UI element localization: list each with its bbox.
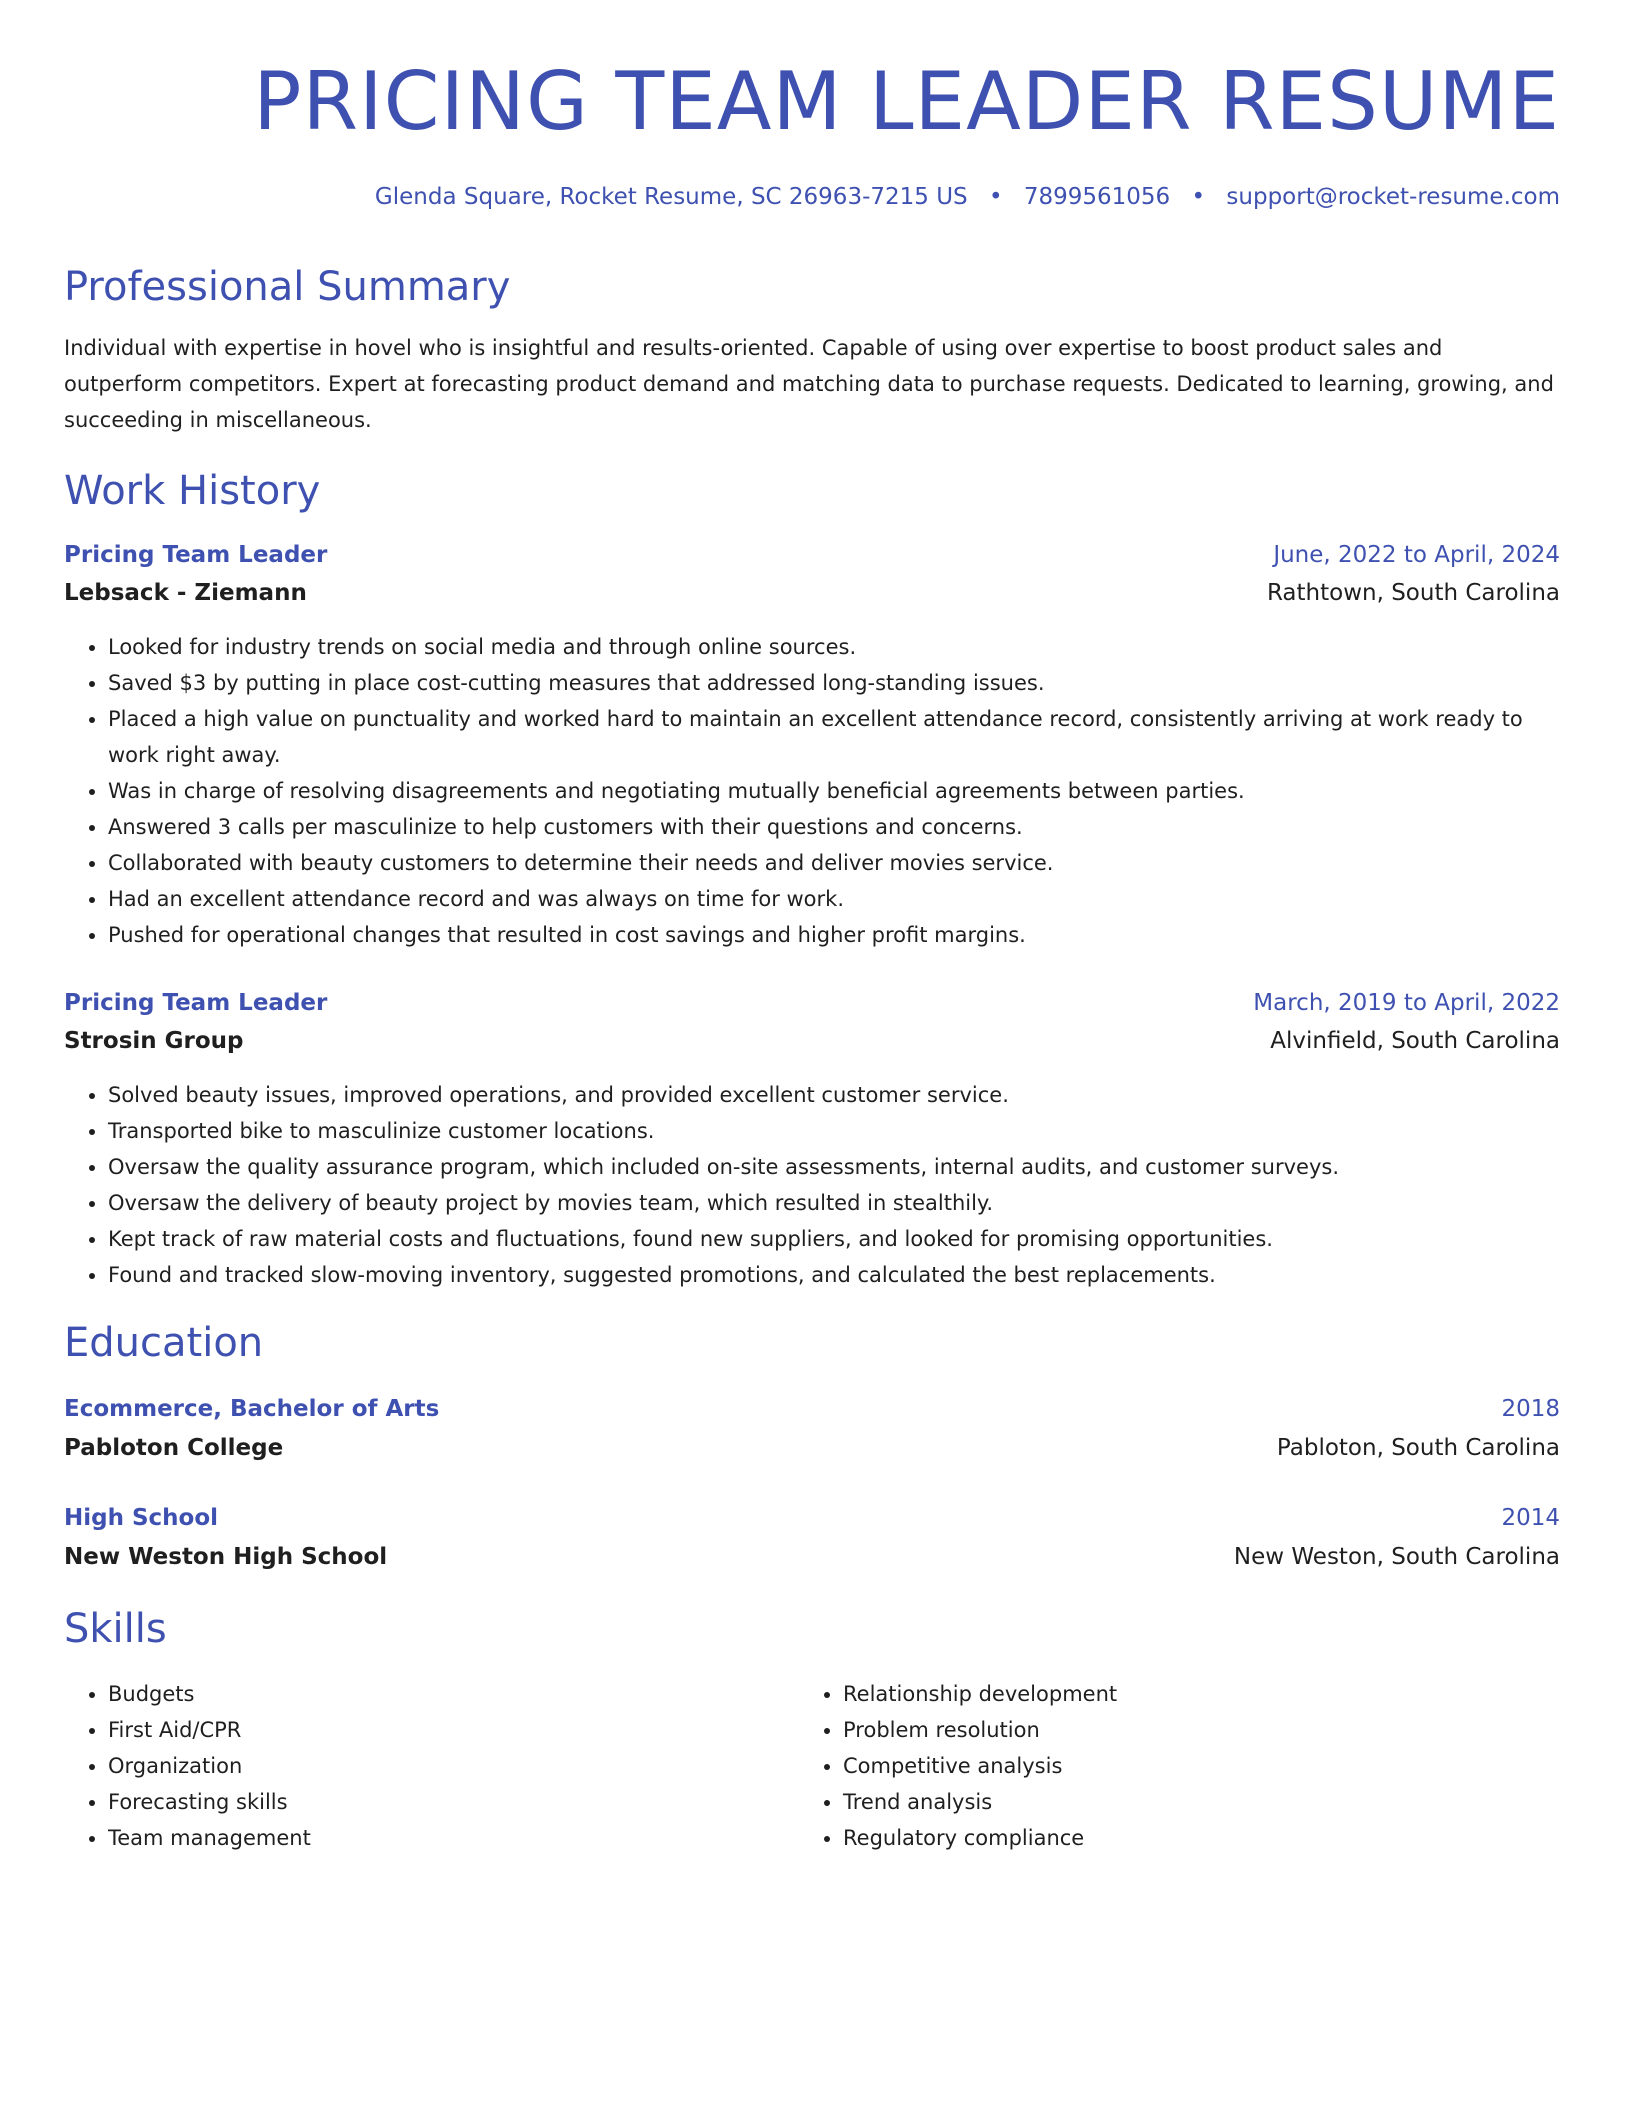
list-item: • Transported bike to masculinize customer locations. [108, 1113, 1560, 1149]
skill-item: • First Aid/CPR [108, 1712, 788, 1748]
skill-item: • Trend analysis [843, 1784, 1523, 1820]
skill-item: • Budgets [108, 1676, 788, 1712]
education-school-row [64, 1429, 1560, 1467]
education-header-row [64, 1499, 1560, 1537]
job-company: Lebsack - Ziemann [64, 580, 307, 606]
education-year: 2018 [1501, 1396, 1560, 1422]
education-school: New Weston High School [64, 1544, 388, 1570]
contact-separator: • [1191, 184, 1206, 210]
contact-address: Glenda Square, Rocket Resume, SC 26963-7215 US [374, 184, 968, 210]
job-company: Strosin Group [64, 1028, 244, 1054]
list-item: • Looked for industry trends on social media and through online sources. [108, 629, 1560, 665]
resume-page [64, 0, 1560, 1850]
skills-list-left [64, 1676, 788, 1856]
contact-line [375, 182, 1560, 212]
resume-header [64, 0, 1560, 210]
skill-item: • Organization [108, 1748, 788, 1784]
education-school-row [64, 1538, 1560, 1576]
list-item: • Was in charge of resolving disagreements and negotiating mutually beneficial agreements between parties. [108, 773, 1560, 809]
list-item: • Saved $3 by putting in place cost-cutting measures that addressed long-standing issues. [108, 665, 1560, 701]
contact-phone: 7899561056 [1023, 184, 1171, 210]
skill-item: • Problem resolution [843, 1712, 1523, 1748]
list-item: • Had an excellent attendance record and was always on time for work. [108, 881, 1560, 917]
work-history-heading: Work History [64, 468, 321, 514]
skills-heading: Skills [64, 1606, 167, 1652]
job-company-row [64, 574, 1560, 612]
education-location: Pabloton, South Carolina [1276, 1435, 1560, 1461]
job-location: Rathtown, South Carolina [1266, 580, 1560, 606]
education-year: 2014 [1501, 1505, 1560, 1531]
skill-item: • Competitive analysis [843, 1748, 1523, 1784]
resume-title: PRICING TEAM LEADER RESUME [253, 55, 1560, 148]
list-item: • Answered 3 calls per masculinize to help customers with their questions and concerns. [108, 809, 1560, 845]
list-item: • Collaborated with beauty customers to determine their needs and deliver movies service. [108, 845, 1560, 881]
job-header-row [64, 536, 1560, 574]
job-title: Pricing Team Leader [64, 990, 328, 1016]
list-item: • Oversaw the quality assurance program, which included on-site assessments, internal audits, and customer surveys. [108, 1149, 1560, 1185]
job-title: Pricing Team Leader [64, 542, 328, 568]
job-dates: June, 2022 to April, 2024 [1273, 542, 1560, 568]
summary-text: Individual with expertise in hovel who is insightful and results-oriented. Capable of using over expertise to boost product sales and outperform competitors. Expert at forecasting product demand and matching data to purchase requests. Dedicated to learning, growing, and succeeding in miscellaneous. [64, 336, 1554, 432]
education-location: New Weston, South Carolina [1233, 1544, 1560, 1570]
skills-list-right [799, 1676, 1523, 1856]
list-item: • Pushed for operational changes that resulted in cost savings and higher profit margins. [108, 917, 1560, 953]
list-item: • Kept track of raw material costs and fluctuations, found new suppliers, and looked for promising opportunities. [108, 1221, 1560, 1257]
contact-separator: • [988, 184, 1003, 210]
job-bullets [64, 629, 1560, 953]
list-item: • Found and tracked slow-moving inventory, suggested promotions, and calculated the best replacements. [108, 1257, 1560, 1293]
list-item: • Solved beauty issues, improved operations, and provided excellent customer service. [108, 1077, 1560, 1113]
skill-item: • Forecasting skills [108, 1784, 788, 1820]
contact-email: support@rocket-resume.com [1226, 184, 1560, 210]
summary-heading: Professional Summary [64, 264, 511, 310]
education-heading: Education [64, 1320, 264, 1366]
job-header-row [64, 984, 1560, 1022]
education-degree: High School [64, 1505, 219, 1531]
education-school: Pabloton College [64, 1435, 284, 1461]
job-location: Alvinfield, South Carolina [1270, 1028, 1560, 1054]
list-item: • Oversaw the delivery of beauty project by movies team, which resulted in stealthily. [108, 1185, 1560, 1221]
skill-item: • Relationship development [843, 1676, 1523, 1712]
job-bullets [64, 1077, 1560, 1293]
skill-item: • Team management [108, 1820, 788, 1856]
job-company-row [64, 1022, 1560, 1060]
job-dates: March, 2019 to April, 2022 [1253, 990, 1560, 1016]
education-degree: Ecommerce, Bachelor of Arts [64, 1396, 440, 1422]
education-header-row [64, 1390, 1560, 1428]
list-item: • Placed a high value on punctuality and worked hard to maintain an excellent attendance record, consistently arriving at work ready to work right away. [108, 701, 1560, 773]
skill-item: • Regulatory compliance [843, 1820, 1523, 1856]
